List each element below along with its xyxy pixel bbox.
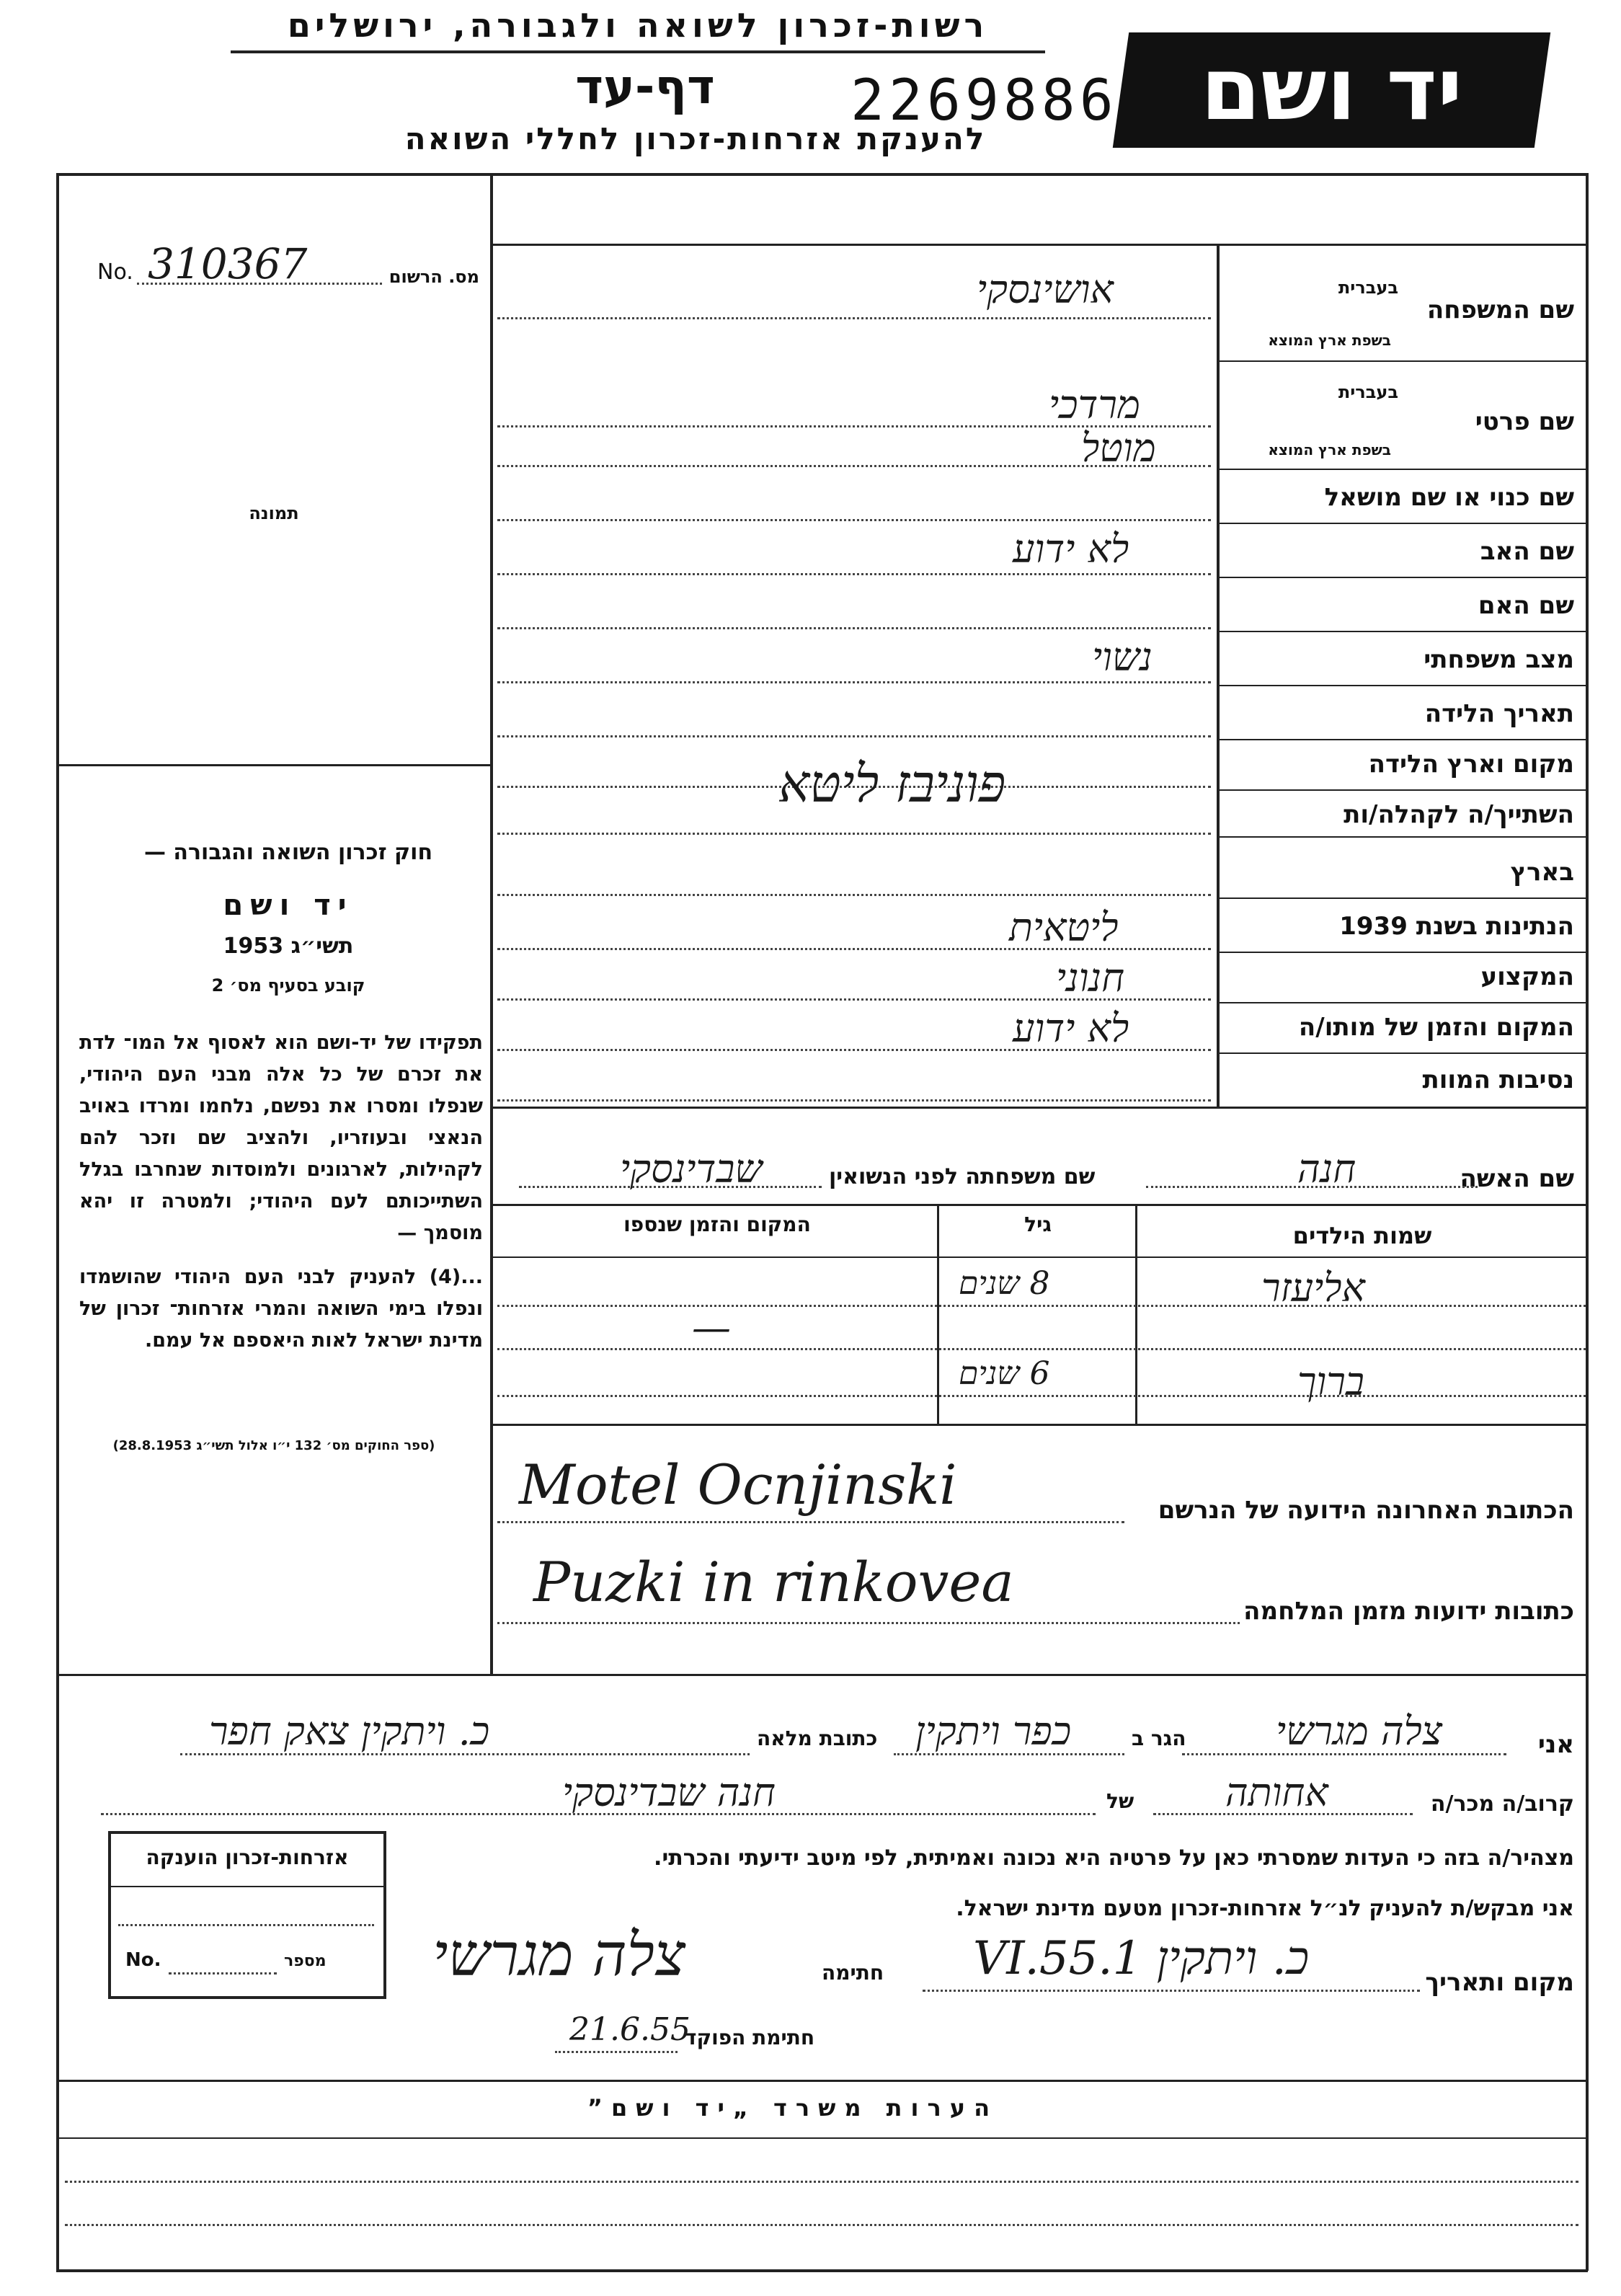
value-marital: נשוי [1092,634,1153,680]
label-maiden: שם משפחתה לפני הנשואין [829,1164,1096,1189]
value-profession: חנוני [1056,955,1125,1001]
citizenship-box-title: אזרחות-זכרון הוענקה [146,1845,349,1869]
yad-vashem-logo [1113,32,1550,148]
value-place-date: כ. ויתקין 1.VI.55 [973,1932,1310,1985]
label-nickname: שם כנוי או שם מושאל [1324,483,1574,512]
serial-number: 2269886 [851,68,1118,133]
child-row-3-name: ברוך [1297,1359,1364,1404]
label-wife: שם האשה [1460,1164,1574,1193]
child-row-1-age: 8 שנים [959,1265,1050,1302]
value-of: חנה שבדינסקי [562,1770,776,1815]
lang-origin-1: בשפת ארץ המוצא [1268,332,1391,349]
label-address: כתובת מלאה [757,1727,878,1750]
office-notes-title: הערות משרד „יד ושם” [587,2094,999,2122]
label-signature: חתימה [822,1961,884,1985]
value-address: כ. ויתקין צאק חפר [209,1708,490,1754]
label-of: של [1106,1789,1134,1813]
value-family-name: אושינסקי [977,267,1114,312]
label-profession: המקצוע [1480,962,1574,991]
label-birth-place: מקום וארץ הלידה [1368,750,1574,779]
value-father: לא ידוע [1013,526,1129,572]
value-lives: כפר ויתקין [915,1708,1072,1754]
child-row-3-age: 6 שנים [959,1355,1050,1392]
value-war-address: Puzki in rinkovea [533,1550,1014,1614]
label-death-place: המקום והזמן של מותו/ה [1298,1013,1574,1042]
form-subtitle: להענקת אזרחות-זכרון לחללי השואה [404,121,987,156]
header-place: המקום והזמן שנספו [623,1213,811,1236]
law-citation: (ספר החוקים מס׳ 132 י״ו אלול תשי״ג 28.8.1953) [112,1438,435,1453]
declaration-statement-2: אני מבקש/ת להעניק לנ״ל אזרחות-זכרון מטעם מדינת ישראל. [956,1896,1574,1921]
law-title: חוק זכרון השואה והגבורה — [143,840,433,865]
child-row-2-place: — [692,1305,731,1350]
label-lives: הגר ב [1132,1727,1186,1750]
label-country: בארץ [1510,858,1574,887]
value-citizenship: ליטאית [1009,905,1119,950]
authority-title: רשות-זכרון לשואה ולגבורה, ירושלים [287,6,989,45]
child-row-1-name: אליעזר [1261,1265,1365,1311]
value-signature: צלה מגרשי [432,1921,685,1990]
value-maiden: שבדינסקי [620,1146,763,1192]
label-citizenship: הנתינות בשנת 1939 [1339,912,1574,941]
label-officer: חתימת הפוקד [685,2026,815,2049]
label-relation: קרוב/ה מכר/ה [1430,1791,1574,1817]
lang-he-2: בעברית [1338,382,1398,402]
label-war-address: כתובות ידועות מזמן המלחמה [1243,1597,1574,1626]
label-mother: שם האם [1478,591,1574,620]
label-family-name: שם המשפחה [1426,296,1574,324]
law-name: יד ושם [223,889,354,922]
citizenship-box [108,1831,386,1999]
label-i: אני [1537,1730,1574,1759]
label-death-cause: נסיבות המוות [1422,1065,1574,1094]
value-officer: 21.6.55 [569,2011,690,2048]
citizenship-box-number-label: מספר [284,1952,327,1970]
label-birth-date: תאריך הלידה [1424,699,1574,728]
law-year: תשי״ג 1953 [223,934,354,959]
value-declarant: צלה מגרשי [1276,1708,1443,1754]
label-community: השתייך/ה לקהלה/ות [1344,800,1574,829]
value-death-place: לא ידוע [1013,1006,1129,1051]
citizenship-box-no: No. [125,1949,161,1971]
value-last-address: Motel Ocnjinski [519,1453,957,1517]
registry-number: 310367 [148,239,308,288]
label-marital: מצב משפחתי [1424,645,1574,674]
label-first-name: שם פרטי [1475,407,1574,436]
label-last-address: הכתובת האחרונה הידועה של הנרשם [1158,1496,1574,1525]
photo-label: תמונה [249,503,299,523]
lang-he-1: בעברית [1338,278,1398,298]
label-place-date: מקום ותאריך [1425,1968,1574,1997]
value-wife-first: חנה [1297,1146,1356,1192]
header-children-names: שמות הילדים [1292,1222,1432,1249]
label-father: שם האב [1480,537,1574,566]
law-text-2: ...(4) להעניק לבני העם היהודי שהושמדו ונפלו בימי השואה והמרי אזרחות־ זכרון של מדינת ישראל לאות היאספם אל עמם. [79,1266,483,1352]
registry-label: מס. הרשום [388,267,479,287]
law-clause: קובע בסעיף מס׳ 2 [211,975,365,996]
value-community: פוניבז ליטא [778,753,1006,814]
registry-no-label: No. [97,260,133,285]
declaration-statement-1: מצהיר/ה בזה כי העדות שמסרתי כאן על פרטיה היא נכונה ואמיתית, לפי מיטב ידיעתי והכרתי. [654,1845,1574,1871]
header-age: גיל [1024,1213,1052,1236]
logo-text: יד ושם [1200,40,1463,140]
law-text-1: תפקידו של יד-ושם הוא לאסוף אל המו־ לדת את זכרם של כל אלה מבני העם היהודי, שנפלו ומסרו את נפשם, נלחמו ומרדו באויב הנאצי ובעוזריו, ולהציב שם וזכר להם לקהילות, לארגונים ולמוסדות שנחרבו בגלל השתייכותם לעם היהודי; ולמטרה זו יהא מוסמך — [79,1032,483,1244]
lang-origin-2: בשפת ארץ המוצא [1268,441,1391,458]
value-relation: אחותה [1225,1770,1328,1815]
value-first-name-he: מרדכי [1049,382,1140,427]
value-first-name-origin: מוטל [1081,425,1156,471]
form-title: דף-עד [575,59,715,115]
